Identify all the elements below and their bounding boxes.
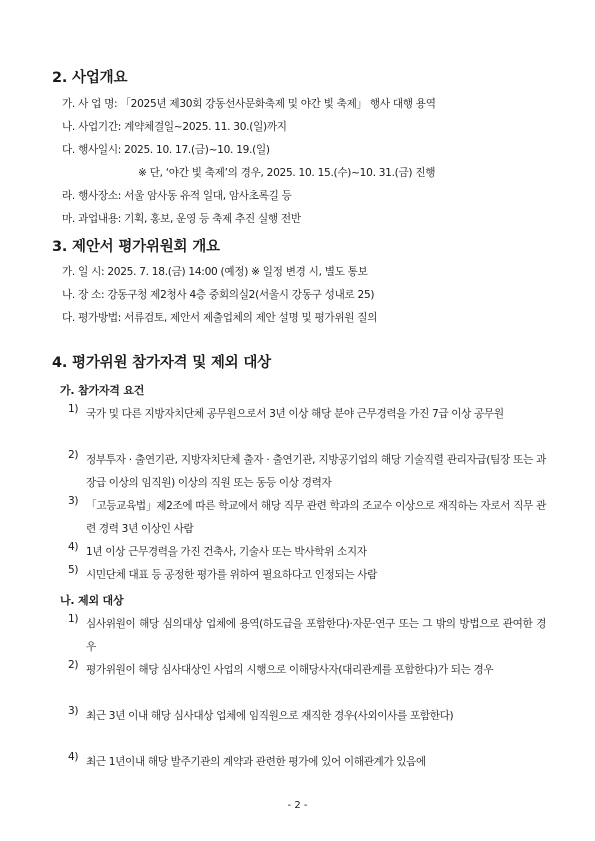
- item-text: 정부투자 · 출연기관, 지방자치단체 출자 · 출연기관, 지방공기업의 해당 기술직렬 관리자급(팀장 또는 과장급 이상의 임직원) 이상의 직원 또는 동등 이상 경력자: [86, 454, 546, 489]
- item-text: 시민단체 대표 등 공정한 평가를 위하여 필요하다고 인정되는 사람: [86, 569, 377, 581]
- item-text: 심사위원이 해당 심의대상 업체에 용역(하도급을 포함한다)·자문·연구 또는 그 밖의 방법으로 관여한 경우: [86, 618, 546, 653]
- s2-line-date: 다. 행사일시: 2025. 10. 17.(금)~10. 19.(일): [62, 144, 270, 156]
- item-number: 4): [68, 541, 79, 553]
- item-number: 4): [68, 751, 79, 763]
- section-2-title: 2. 사업개요: [52, 70, 128, 86]
- s2-line-project-name: 가. 사 업 명: 「2025년 제30회 강동선사문화축제 및 야간 빛 축제」 행사 대행 용역: [62, 98, 436, 110]
- item-text: 평가위원이 해당 심사대상인 사업의 시행으로 이해당사자(대리관계를 포함한다)가 되는 경우: [86, 664, 494, 676]
- exclusion-item: [68, 751, 546, 774]
- qualification-item: [68, 403, 546, 426]
- qualification-item: [68, 564, 546, 587]
- item-number: 5): [68, 564, 79, 576]
- item-text: 최근 1년이내 해당 발주기관의 계약과 관련한 평가에 있어 이해관계가 있음에: [86, 756, 426, 768]
- section-3-title: 3. 제안서 평가위원회 개요: [52, 239, 220, 255]
- exclusion-item: [68, 613, 546, 659]
- item-number: 1): [68, 613, 79, 625]
- item-number: 2): [68, 659, 79, 671]
- s2-line-period: 나. 사업기간: 계약체결일~2025. 11. 30.(일)까지: [62, 121, 287, 133]
- s2-line-tasks: 마. 과업내용: 기획, 홍보, 운영 등 축제 추진 실행 전반: [62, 213, 301, 225]
- item-number: 2): [68, 449, 79, 461]
- exclusion-item: [68, 659, 546, 682]
- item-text: 「고등교육법」제2조에 따른 학교에서 해당 직무 관련 학과의 조교수 이상으로 재직하는 자로서 직무 관련 경력 3년 이상인 사람: [86, 500, 546, 535]
- s2-line-venue: 라. 행사장소: 서울 암사동 유적 일대, 암사초록길 등: [62, 190, 292, 202]
- s2-line-note: ※ 단, ‘야간 빛 축제’의 경우, 2025. 10. 15.(수)~10. 31.(금) 진행: [138, 167, 436, 179]
- s4-qualification-title: 가. 참가자격 요건: [60, 384, 145, 397]
- qualification-item: [68, 449, 546, 495]
- item-number: 3): [68, 705, 79, 717]
- s3-line-method: 다. 평가방법: 서류검토, 제안서 제출업체의 제안 설명 및 평가위원 질의: [62, 312, 378, 324]
- item-number: 3): [68, 495, 79, 507]
- qualification-item: [68, 495, 546, 541]
- qualification-item: [68, 541, 546, 564]
- page-number: - 2 -: [287, 800, 308, 811]
- s4-exclusion-title: 나. 제외 대상: [60, 594, 124, 607]
- item-number: 1): [68, 403, 79, 415]
- item-text: 국가 및 다른 지방자치단체 공무원으로서 3년 이상 해당 분야 근무경력을 가진 7급 이상 공무원: [86, 408, 504, 420]
- item-text: 최근 3년 이내 해당 심사대상 업체에 임직원으로 재직한 경우(사외이사를 포함한다): [86, 710, 454, 722]
- section-4-title: 4. 평가위원 참가자격 및 제외 대상: [52, 355, 271, 371]
- s3-line-datetime: 가. 일 시: 2025. 7. 18.(금) 14:00 (예정) ※ 일정 변경 시, 별도 통보: [62, 266, 368, 278]
- item-text: 1년 이상 근무경력을 가진 건축사, 기술사 또는 박사학위 소지자: [86, 546, 367, 558]
- s3-line-place: 나. 장 소: 강동구청 제2청사 4층 중회의실2(서울시 강동구 성내로 25): [62, 289, 375, 301]
- exclusion-item: [68, 705, 546, 728]
